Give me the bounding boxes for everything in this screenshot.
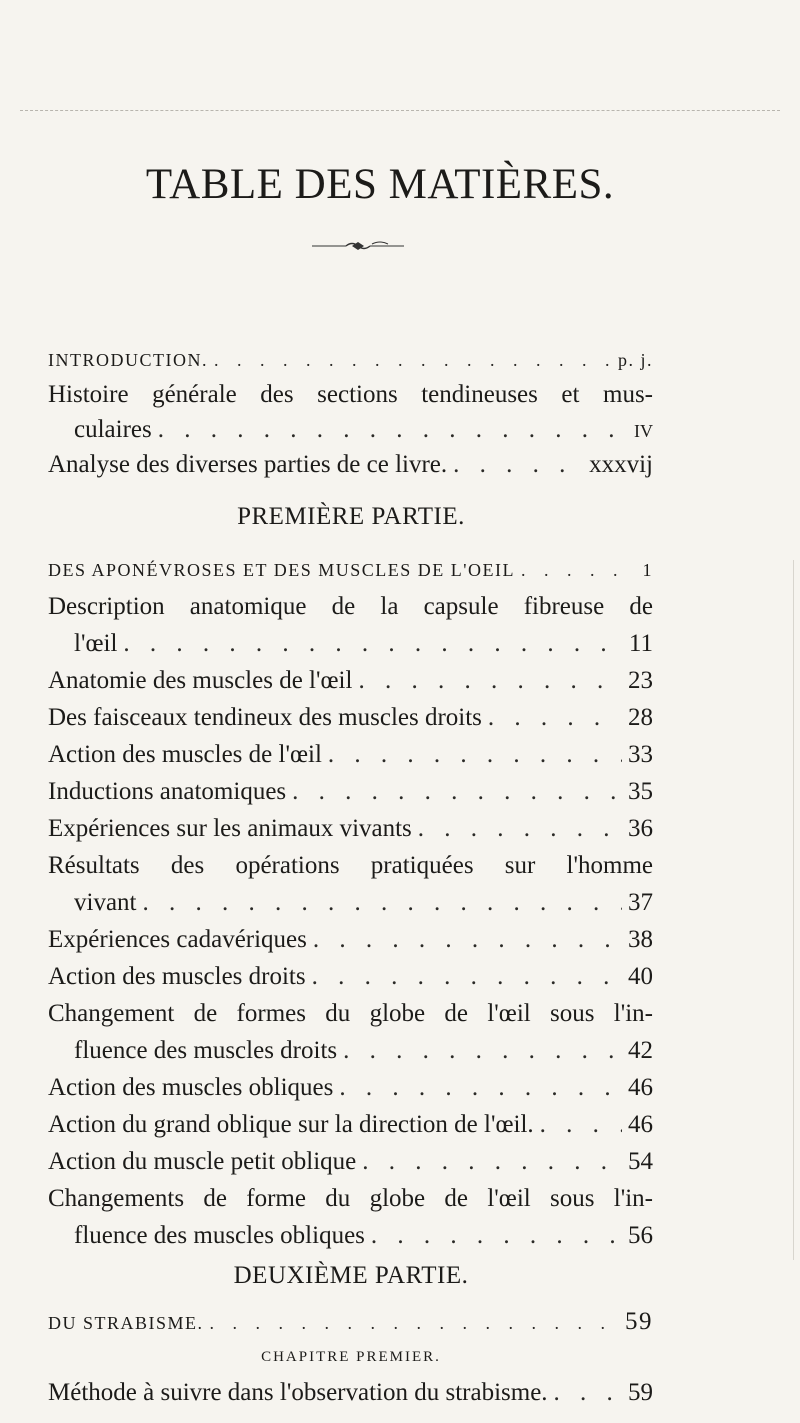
toc-entry-line1: Changement de formes du globe de l'œil sous l'in- xyxy=(48,1000,653,1027)
dot-leader xyxy=(313,920,622,960)
dot-leader xyxy=(521,550,625,590)
dot-leader xyxy=(312,957,622,997)
toc-entry-text: Action du grand oblique sur la direction de l'œil. xyxy=(48,1111,534,1138)
toc-entry-line1: Description anatomique de la capsule fibreuse de xyxy=(48,593,653,620)
toc-entry-page: 23 xyxy=(628,667,653,694)
toc-entry-text: Analyse des diverses parties de ce livre. xyxy=(48,451,448,478)
toc-entry-page: 28 xyxy=(628,704,653,731)
dot-leader xyxy=(371,1216,622,1256)
dot-leader xyxy=(343,1031,622,1071)
toc-entry-text: l'œil xyxy=(74,630,118,657)
toc-entry-page: 37 xyxy=(628,889,653,916)
toc-entry xyxy=(48,809,653,849)
dot-leader xyxy=(123,624,623,664)
toc-entry-page: 33 xyxy=(628,741,653,768)
toc-entry-page: 36 xyxy=(628,815,653,842)
toc-entry-page: IV xyxy=(634,421,653,441)
toc-entry-page: 59 xyxy=(628,1379,653,1406)
toc-entry xyxy=(48,698,653,738)
part-one-title: PREMIÈRE PARTIE. xyxy=(237,503,465,530)
dot-leader xyxy=(418,809,622,849)
toc-entry xyxy=(74,410,653,450)
toc-entry xyxy=(48,1373,653,1413)
section-entry xyxy=(48,1302,653,1342)
introduction-label: INTRODUCTION. xyxy=(48,350,208,370)
toc-entry xyxy=(48,445,653,485)
toc-entry xyxy=(48,735,653,775)
dot-leader xyxy=(362,1142,622,1182)
dot-leader xyxy=(554,1373,622,1413)
toc-entry xyxy=(48,920,653,960)
toc-entry-text: vivant xyxy=(74,889,137,916)
dot-leader xyxy=(358,661,622,701)
dot-leader xyxy=(540,1105,622,1145)
dot-leader xyxy=(453,445,583,485)
toc-entry-text: Expériences sur les animaux vivants xyxy=(48,815,412,842)
section-page: 59 xyxy=(625,1308,653,1335)
toc-entry xyxy=(48,1068,653,1108)
toc-entry-page: 46 xyxy=(628,1074,653,1101)
toc-entry-text: fluence des muscles obliques xyxy=(74,1222,365,1249)
dot-leader xyxy=(328,735,622,775)
toc-entry-page: 11 xyxy=(628,630,653,657)
dot-leader xyxy=(488,698,622,738)
dot-leader xyxy=(214,340,612,380)
toc-entry-text: Action des muscles obliques xyxy=(48,1074,334,1101)
toc-entry-line1: Changements de forme du globe de l'œil sous l'in- xyxy=(48,1185,653,1212)
toc-entry xyxy=(48,661,653,701)
dot-leader xyxy=(292,772,622,812)
toc-entry-line1: Histoire générale des sections tendineuses et mus- xyxy=(48,381,653,408)
toc-entry xyxy=(74,624,653,664)
toc-entry-line1: Résultats des opérations pratiquées sur l'homme xyxy=(48,852,653,879)
toc-entry xyxy=(48,957,653,997)
dot-leader xyxy=(210,1303,619,1343)
toc-entry-text: Inductions anatomiques xyxy=(48,778,287,805)
dot-leader xyxy=(143,883,623,923)
toc-entry-page: 56 xyxy=(628,1222,653,1249)
page-title: TABLE DES MATIÈRES. xyxy=(145,161,615,208)
toc-entry xyxy=(74,883,653,923)
section-label: DES APONÉVROSES ET DES MUSCLES DE L'OEIL xyxy=(48,560,515,580)
dot-leader xyxy=(158,410,625,450)
section-label: DU STRABISME. xyxy=(48,1313,204,1333)
toc-entry-text: culaires xyxy=(74,416,152,443)
toc-entry-text: Action des muscles droits xyxy=(48,963,306,990)
part-two-title: DEUXIÈME PARTIE. xyxy=(233,1262,469,1289)
toc-entry xyxy=(48,1142,653,1182)
toc-entry-text: Anatomie des muscles de l'œil xyxy=(48,667,353,694)
top-page-rule xyxy=(20,110,780,111)
toc-entry-text: Expériences cadavériques xyxy=(48,926,307,953)
toc-entry-text: Des faisceaux tendineux des muscles droits xyxy=(48,704,482,731)
toc-entry-page: 35 xyxy=(628,778,653,805)
section-page: 1 xyxy=(642,560,653,580)
introduction-entry xyxy=(48,340,653,380)
toc-entry xyxy=(74,1216,653,1256)
page-edge-line xyxy=(793,560,794,1260)
section-entry xyxy=(48,550,653,590)
toc-entry xyxy=(48,1105,653,1145)
toc-entry-text: fluence des muscles droits xyxy=(74,1037,338,1064)
chapter-label: CHAPITRE PREMIER. xyxy=(261,1349,441,1365)
toc-entry-page: 42 xyxy=(628,1037,653,1064)
toc-entry xyxy=(48,772,653,812)
toc-entry-text: Méthode à suivre dans l'observation du strabisme. xyxy=(48,1379,548,1406)
toc-entry-page: 40 xyxy=(628,963,653,990)
toc-entry-page: 46 xyxy=(628,1111,653,1138)
ornament-divider-icon xyxy=(310,238,406,254)
toc-entry-page: 38 xyxy=(628,926,653,953)
toc-entry xyxy=(74,1031,653,1071)
introduction-page: p. j. xyxy=(617,350,653,370)
toc-entry-text: Action des muscles de l'œil xyxy=(48,741,322,768)
toc-entry-page: 54 xyxy=(628,1148,653,1175)
toc-entry-text: Action du muscle petit oblique xyxy=(48,1148,357,1175)
toc-entry-page: xxxvij xyxy=(589,451,653,478)
dot-leader xyxy=(339,1068,622,1108)
